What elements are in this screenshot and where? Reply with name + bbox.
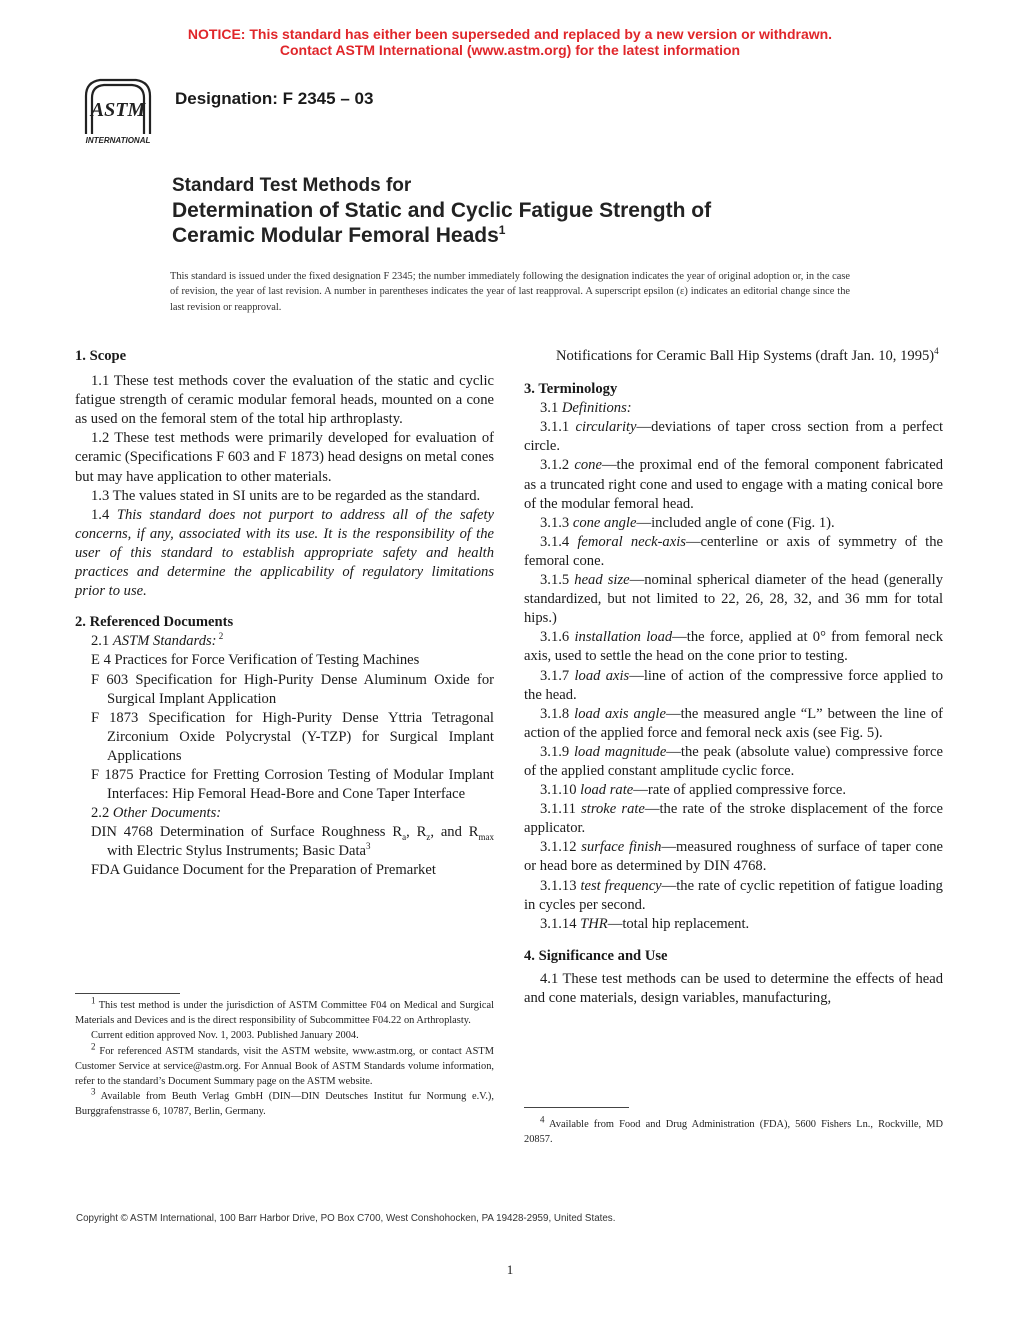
definition-item: 3.1.6 installation load—the force, applied at 0° from femoral neck axis, used to settle the head on the cone prior to testing. — [524, 629, 943, 665]
definition-item: 3.1.4 femoral neck-axis—centerline or axis of symmetry of the femoral cone. — [524, 533, 943, 569]
svg-text:INTERNATIONAL: INTERNATIONAL — [85, 136, 151, 145]
definitions-list — [524, 418, 943, 934]
para-1-3: 1.3 The values stated in SI units are to be regarded as the standard. — [91, 487, 481, 504]
definition-item: 3.1.13 test frequency—the rate of cyclic repetition of fatigue loading in cycles per second. — [524, 877, 943, 913]
left-column — [75, 347, 494, 881]
ref-fda-continued: Notifications for Ceramic Ball Hip Systems (draft Jan. 10, 1995)$^4$ — [556, 346, 939, 364]
footnote-3: $^3$ Available from Beuth Verlag GmbH (DIN—DIN Deutsches Institut fur Normung e.V.), Burggrafenstrasse 6, 10787, Berlin, Germany. — [75, 1086, 494, 1118]
definition-item: 3.1.9 load magnitude—the peak (absolute value) compressive force of the applied constant amplitude cyclic force. — [524, 743, 943, 779]
definition-item: 3.1.1 circularity—deviations of taper cross section from a perfect circle. — [524, 419, 943, 455]
section-2-heading: 2. Referenced Documents — [75, 614, 234, 631]
definition-item: 3.1.8 load axis angle—the measured angle “L” between the line of action of the applied force and femoral neck axis (see Fig. 5). — [524, 705, 943, 741]
ref-f1873: F 1873 Specification for High-Purity Dense Yttria Tetragonal Zirconium Oxide Polycrystal (Y-TZP) for Surgical Implant Applications — [91, 709, 494, 764]
svg-text:ASTM: ASTM — [90, 99, 146, 121]
notice-line-2: Contact ASTM International (www.astm.org) for the latest information — [279, 42, 741, 58]
right-column — [524, 347, 943, 1008]
para-2-2: 2.2 Other Documents: — [91, 805, 222, 822]
page-number: 1 — [506, 1262, 514, 1277]
section-1-heading: 1. Scope — [75, 348, 127, 364]
definition-item: 3.1.7 load axis—line of action of the compressive force applied to the head. — [524, 667, 943, 703]
section-4-heading: 4. Significance and Use — [524, 947, 668, 964]
ref-f1875: F 1875 Practice for Fretting Corrosion Testing of Modular Implant Interfaces: Hip Femoral Head-Bore and Cone Taper Interface — [91, 766, 494, 803]
definition-item: 3.1.2 cone—the proximal end of the femoral component fabricated as a truncated right cone and used to engage with a mating conical bore of the modular femoral head. — [524, 457, 944, 512]
footnotes-left — [75, 995, 494, 1120]
definition-item: 3.1.11 stroke rate—the rate of the stroke displacement of the force applicator. — [524, 801, 944, 837]
withdrawal-notice — [0, 26, 1020, 58]
footnote-1: $^1$ This test method is under the jurisdiction of ASTM Committee F04 on Medical and Surgical Materials and Devices and is the direct responsibility of Subcommittee F04.22 on Arthroplasty. — [75, 995, 494, 1027]
notice-line-1: NOTICE: This standard has either been superseded and replaced by a new version or withdrawn. — [187, 26, 833, 42]
ref-din4768: DIN 4768 Determination of Surface Roughness $R_a$, $R_z$, and $R_{max}$ with Electric Stylus Instruments; Basic Data$^3$ — [91, 824, 494, 860]
definition-item: 3.1.12 surface finish—measured roughness of surface of taper cone or head bore as determined by DIN 4768. — [524, 839, 943, 875]
title-line-3: Ceramic Modular Femoral Heads$^1$ — [172, 223, 506, 247]
intro-paragraph: This standard is issued under the fixed designation F 2345; the number immediately following the designation indicates the year of original adoption or, in the case of revision, the year of last revision. A number in parentheses indicates the year of last reapproval. A superscript epsilon (ε) indicates an editorial change since the last revision or reapproval. — [170, 271, 850, 313]
document-title — [172, 174, 711, 248]
para-4-1: 4.1 These test methods can be used to determine the effects of head and cone materials, design variables, manufacturing, — [524, 970, 943, 1006]
section-3-heading: 3. Terminology — [524, 381, 618, 398]
footnote-rule-left — [75, 993, 180, 994]
footnote-2: $^2$ For referenced ASTM standards, visit the ASTM website, www.astm.org, or contact ASTM Customer Service at service@astm.org. For Annual Book of ASTM Standards volume information, refer to the standard’s Document Summary page on the ASTM website. — [75, 1041, 494, 1088]
footnotes-right — [524, 1114, 943, 1147]
para-1-4: 1.4 This standard does not purport to address all of the safety concerns, if any, associated with its use. It is the responsibility of the user of this standard to establish appropriate safety and health practices and determine the applicability of regulatory limitations prior to use. — [75, 506, 494, 600]
footnote-1-approval: Current edition approved Nov. 1, 2003. Published January 2004. — [91, 1030, 359, 1042]
copyright-line: Copyright © ASTM International, 100 Barr Harbor Drive, PO Box C700, West Conshohocken, PA 19428-2959, United States. — [76, 1213, 616, 1224]
para-1-2: 1.2 These test methods were primarily developed for evaluation of ceramic (Specifications F 603 and F 1873) head designs on metal cones but may have application to other materials. — [75, 430, 494, 485]
title-line-1: Standard Test Methods for — [172, 175, 412, 196]
ref-e4: E 4 Practices for Force Verification of Testing Machines — [91, 652, 420, 669]
para-1-1: 1.1 These test methods cover the evaluation of the static and cyclic fatigue strength of ceramic modular femoral heads, mounted on a cone as used on the femoral stem of the total hip arthroplasty. — [75, 373, 494, 428]
ref-fda: FDA Guidance Document for the Preparation of Premarket — [91, 862, 436, 879]
astm-logo — [76, 74, 160, 148]
definition-item: 3.1.10 load rate—rate of applied compressive force. — [540, 782, 846, 799]
para-3-1: 3.1 Definitions: — [540, 400, 632, 417]
definition-item: 3.1.3 cone angle—included angle of cone (Fig. 1). — [540, 514, 835, 531]
title-line-2: Determination of Static and Cyclic Fatigue Strength of — [172, 199, 712, 222]
title-footnote-mark: 1 — [498, 223, 506, 237]
footnote-rule-right — [524, 1107, 629, 1108]
designation: Designation: F 2345 – 03 — [175, 89, 374, 108]
ref-f603: F 603 Specification for High-Purity Dense Aluminum Oxide for Surgical Implant Application — [91, 671, 494, 707]
definition-item: 3.1.14 THR—total hip replacement. — [540, 915, 750, 932]
footnote-4: $^4$ Available from Food and Drug Administration (FDA), 5600 Fishers Ln., Rockville, MD 20857. — [524, 1114, 943, 1146]
definition-item: 3.1.5 head size—nominal spherical diameter of the head (generally standardized, but not limited to 22, 26, 28, 32, and 36 mm for total hips.) — [524, 572, 943, 627]
para-2-1: 2.1 ASTM Standards: $^2$ — [91, 631, 224, 650]
